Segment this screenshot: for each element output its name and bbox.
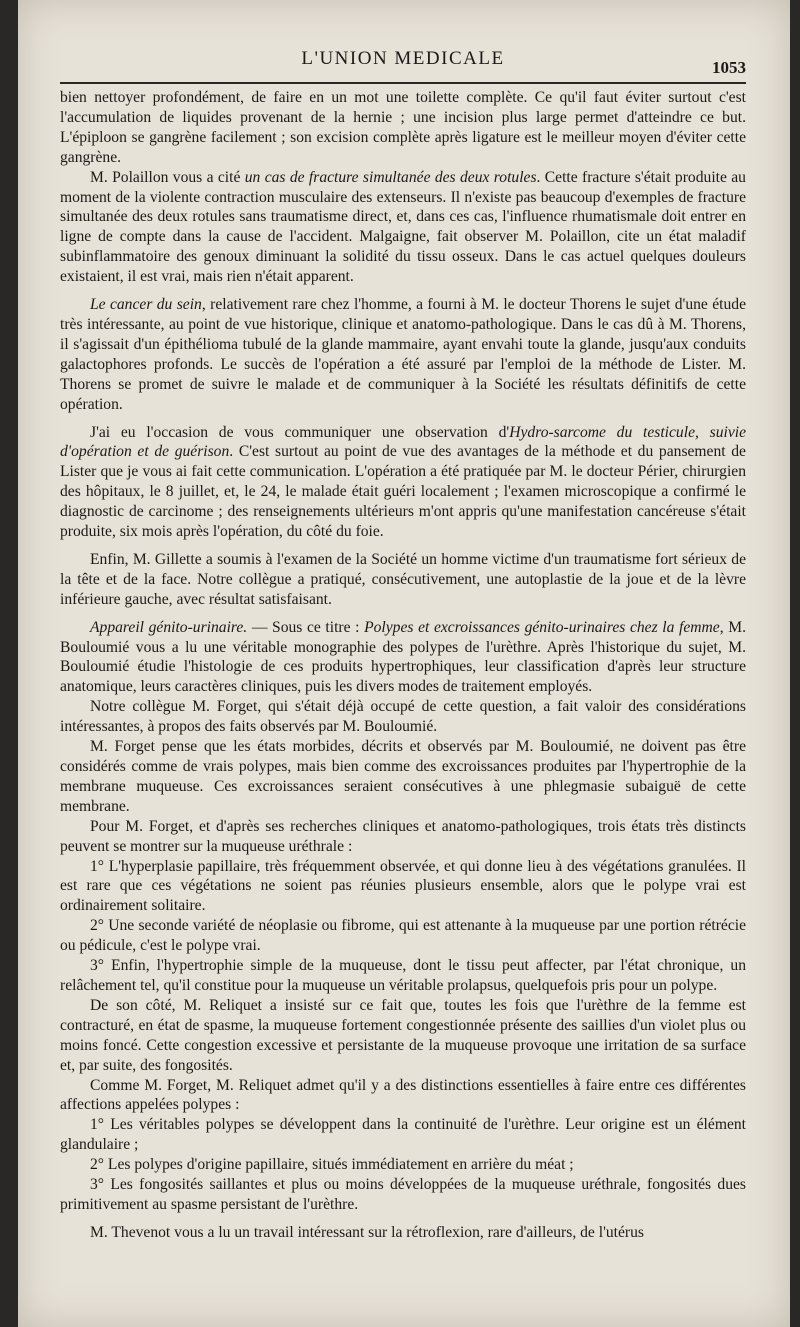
running-title: L'UNION MEDICALE xyxy=(301,48,505,69)
article-body xyxy=(60,88,746,1243)
list-item: 2° Les polypes d'origine papillaire, situés immédiatement en arrière du méat ; xyxy=(90,1156,574,1174)
list-item: 1° L'hyperplasie papillaire, très fréquemment observée, et qui donne lieu à des végétations granulées. Il est rare que ces végétations ne soient pas réunies plusieurs ensemble, alors que le polype vrai est ordinairement solitaire. xyxy=(60,857,746,915)
paragraph: M. Forget pense que les états morbides, décrits et observés par M. Bouloumié, ne doivent pas être considérés comme de vrais polypes, mais bien comme des excroissances produites par l'hypertrophie de la membrane muqueuse. Ces excroissances seraient consécutives à une phlegmasie subaiguë de cette membrane. xyxy=(60,738,746,815)
page-number: 1053 xyxy=(712,58,746,77)
header-rule xyxy=(60,82,746,84)
paragraph: Comme M. Forget, M. Reliquet admet qu'il y a des distinctions essentielles à faire entre ces différentes affections appelées polypes : xyxy=(60,1076,746,1114)
paragraph: Notre collègue M. Forget, qui s'était déjà occupé de cette question, a fait valoir des considérations intéressantes, à propos des faits observés par M. Bouloumié. xyxy=(60,698,746,736)
paragraph: Pour M. Forget, et d'après ses recherches cliniques et anatomo-pathologiques, trois états très distincts peuvent se montrer sur la muqueuse uréthrale : xyxy=(60,817,746,855)
paragraph: Appareil génito-urinaire. — Sous ce titre : Polypes et excroissances génito-urinaires chez la femme, M. Bouloumié vous a lu une véritable monographie des polypes de l'urèthre. Après l'historique du sujet, M. Bouloumié étudie l'histologie de ces produits hypertrophiques, leur classification d'après leur structure anatomique, leurs caractères cliniques, puis les divers modes de traitement employés. xyxy=(60,618,747,696)
paragraph: M. Polaillon vous a cité un cas de fracture simultanée des deux rotules. Cette fracture s'était produite au moment de la violente contraction musculaire des extenseurs. Il n'existe pas beaucoup d'exemples de fracture simultanée des deux rotules sans traumatisme direct, et, dans ces cas, l'influence rhumatismale doit entrer en ligne de compte dans la cause de l'accident. Malgaigne, fait observer M. Polaillon, cite un état maladif subinflammatoire des genoux diminuant la solidité du tissu osseux. Dans le cas actuel quelques douleurs existaient, il est vrai, mais rien n'était apparent. xyxy=(60,168,746,286)
paragraph: Le cancer du sein, relativement rare chez l'homme, a fourni à M. le docteur Thorens le sujet d'une étude très intéressante, au point de vue historique, clinique et anatomo-pathologique. Dans le cas dû à M. Thorens, il s'agissait d'un épithélioma tubulé de la glande mammaire, ayant envahi toute la glande, jusqu'aux conduits galactophores profonds. Le succès de l'opération a été assuré par l'emploi de la méthode de Lister. M. Thorens se promet de suivre le malade et de communiquer à la Société les résultats définitifs de cette opération. xyxy=(60,296,746,413)
list-item: 3° Les fongosités saillantes et plus ou moins développées de la muqueuse uréthrale, fongosités dues primitivement au spasme persistant de l'urèthre. xyxy=(60,1176,746,1213)
list-item: 2° Une seconde variété de néoplasie ou fibrome, qui est attenante à la muqueuse par une portion rétrécie ou pédicule, c'est le polype vrai. xyxy=(60,917,746,955)
list-item: 3° Enfin, l'hypertrophie simple de la muqueuse, dont le tissu peut affecter, par l'état chronique, un relâchement tel, qu'il constitue pour la muqueuse un véritable prolapsus, quelquefois pris pour un polype. xyxy=(60,957,746,994)
paragraph: Enfin, M. Gillette a soumis à l'examen de la Société un homme victime d'un traumatisme fort sérieux de la tête et de la face. Notre collègue a pratiqué, consécutivement, une autoplastie de la joue et de la lèvre inférieure gauche, avec résultat satisfaisant. xyxy=(60,550,746,608)
paragraph: M. Thevenot vous a lu un travail intéressant sur la rétroflexion, rare d'ailleurs, de l'utérus xyxy=(90,1223,644,1241)
page-header xyxy=(60,46,746,82)
paragraph: De son côté, M. Reliquet a insisté sur ce fait que, toutes les fois que l'urèthre de la femme est contracturé, en état de spasme, la muqueuse fortement congestionnée présente des saillies d'un violet plus ou moins foncé. Cette congestion excessive et persistante de la muqueuse provoque une irritation de sa surface et, par suite, des fongosités. xyxy=(60,996,746,1074)
journal-page xyxy=(18,0,790,1327)
paragraph: bien nettoyer profondément, de faire en un mot une toilette complète. Ce qu'il faut éviter surtout c'est l'accumulation de liquides provenant de la hernie ; une incision plus large permet d'atteindre ce but. L'épiploon se gangrène facilement ; son excision complète après ligature est le meilleur moyen d'éviter cette gangrène. xyxy=(60,89,746,166)
paragraph: J'ai eu l'occasion de vous communiquer une observation d'Hydro-sarcome du testicule, suivie d'opération et de guérison. C'est surtout au point de vue des avantages de la méthode et du pansement de Lister que je vous ai fait cette communication. L'opération a été pratiquée par M. le docteur Périer, chirurgien des hôpitaux, le 8 juillet, et, le 24, le malade était guéri localement ; l'examen microscopique a confirmé le diagnostic de carcinome ; des renseignements ultérieurs m'ont appris qu'une manifestation cancéreuse s'était produite, six mois après l'opération, du côté du foie. xyxy=(60,423,747,541)
list-item: 1° Les véritables polypes se développent dans la continuité de l'urèthre. Leur origine est un élément glandulaire ; xyxy=(60,1116,746,1154)
